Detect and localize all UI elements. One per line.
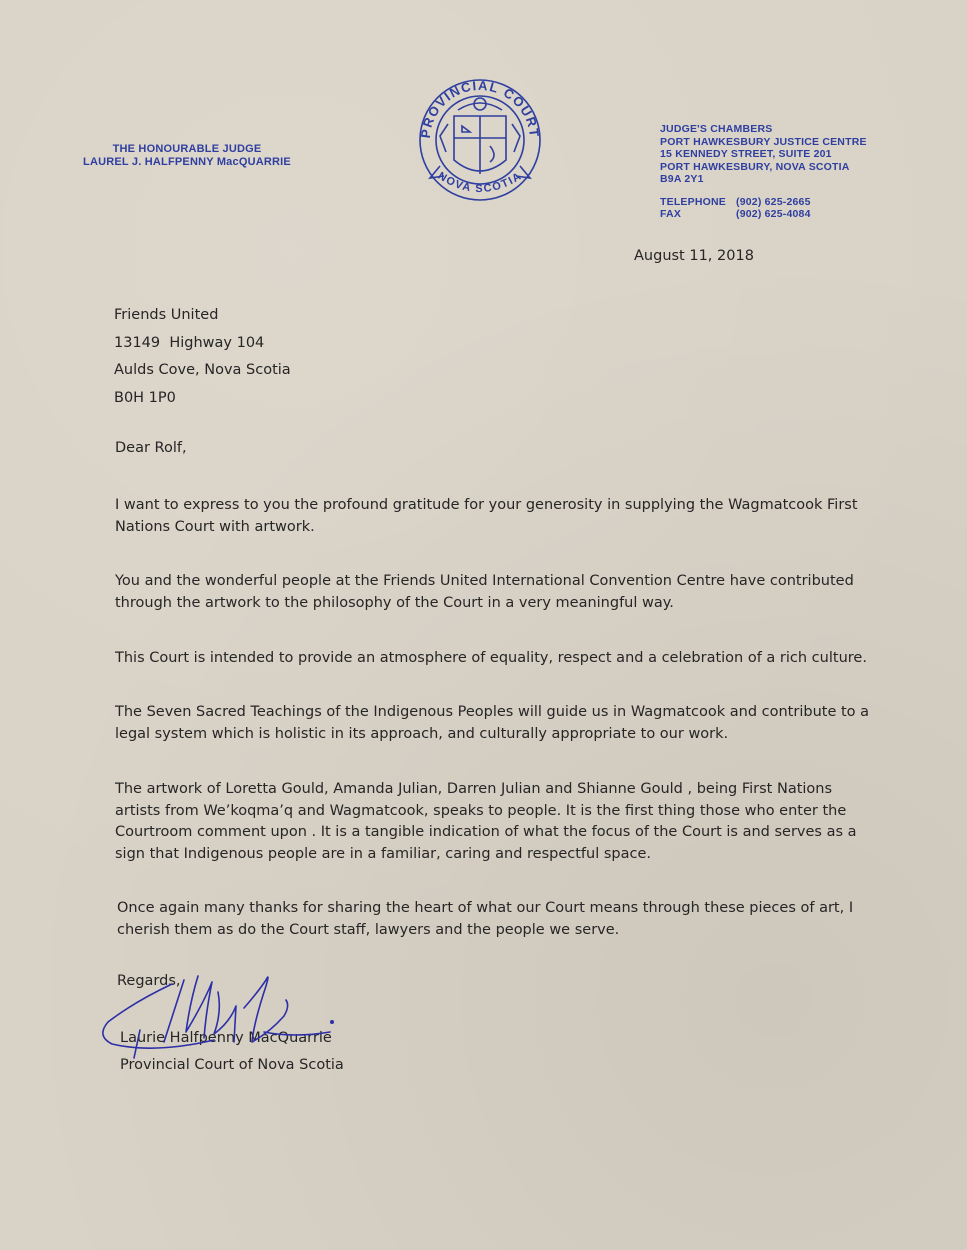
recipient-line-3: Aulds Cove, Nova Scotia (114, 362, 291, 378)
fax-row (660, 208, 920, 221)
fax-label: FAX (660, 208, 682, 220)
body-paragraph-5: The artwork of Loretta Gould, Amanda Julian, Darren Julian and Shianne Gould , being First Nations artists from We’koqma’q and Wagmatcook, speaks to people. It is the first thing those who enter the Courtroom comment upon . It is a tangible indication of what the focus of the Court is and serves as a sign that Indigenous people are in a familiar, caring and respectful space. (115, 781, 857, 862)
letter-date: August 11, 2018 (634, 248, 754, 264)
provincial-court-seal (410, 66, 550, 212)
recipient-line-4: B0H 1P0 (114, 389, 176, 406)
judge-honorific: THE HONOURABLE JUDGE (112, 143, 262, 155)
chambers-line-4: PORT HAWKESBURY, NOVA SCOTIA (660, 160, 850, 173)
body-paragraph-6: Once again many thanks for sharing the heart of what our Court means through these pieces of art, I cherish them as do the Court staff, lawyers and the people we serve. (117, 900, 854, 938)
recipient-line-2: 13149 Highway 104 (114, 334, 265, 351)
chambers-line-3: 15 KENNEDY STREET, SUITE 201 (660, 148, 832, 160)
recipient-address (114, 302, 291, 412)
chambers-line-1: JUDGE'S CHAMBERS (660, 123, 773, 135)
telephone-label: TELEPHONE (660, 195, 726, 208)
contact-block (660, 196, 920, 221)
judge-title-block (78, 143, 296, 169)
body-paragraph-3: This Court is intended to provide an atmosphere of equality, respect and a celebration of a rich culture. (115, 650, 867, 666)
handwritten-signature (94, 962, 344, 1072)
body-paragraph-4: The Seven Sacred Teachings of the Indigenous Peoples will guide us in Wagmatcook and contribute to a legal system which is holistic in its approach, and culturally appropriate to our work. (115, 704, 870, 742)
signer-name: Laurie Halfpenny MacQuarrie (120, 1030, 332, 1046)
closing: Regards, (117, 973, 181, 989)
svg-text:NOVA SCOTIA: NOVA SCOTIA (435, 169, 525, 196)
chambers-line-5: B9A 2Y1 (660, 173, 704, 185)
chambers-line-2: PORT HAWKESBURY JUSTICE CENTRE (660, 135, 867, 148)
signer-title: Provincial Court of Nova Scotia (120, 1057, 344, 1073)
body-paragraph-2: You and the wonderful people at the Friends United International Convention Centre have contributed through the artwork to the philosophy of the Court in a very meaningful way. (115, 573, 854, 611)
body-paragraph-1: I want to express to you the profound gratitude for your generosity in supplying the Wagmatcook First Nations Court with artwork. (115, 497, 858, 535)
salutation: Dear Rolf, (115, 440, 187, 456)
chambers-address-block (660, 123, 920, 221)
telephone-number: (902) 625-2665 (736, 195, 811, 208)
telephone-row (660, 196, 920, 209)
recipient-line-1: Friends United (114, 307, 219, 323)
fax-number: (902) 625-4084 (736, 208, 811, 220)
judge-name: LAUREL J. HALFPENNY MacQUARRIE (83, 156, 291, 168)
svg-text:PROVINCIAL COURT: PROVINCIAL COURT (417, 77, 543, 139)
